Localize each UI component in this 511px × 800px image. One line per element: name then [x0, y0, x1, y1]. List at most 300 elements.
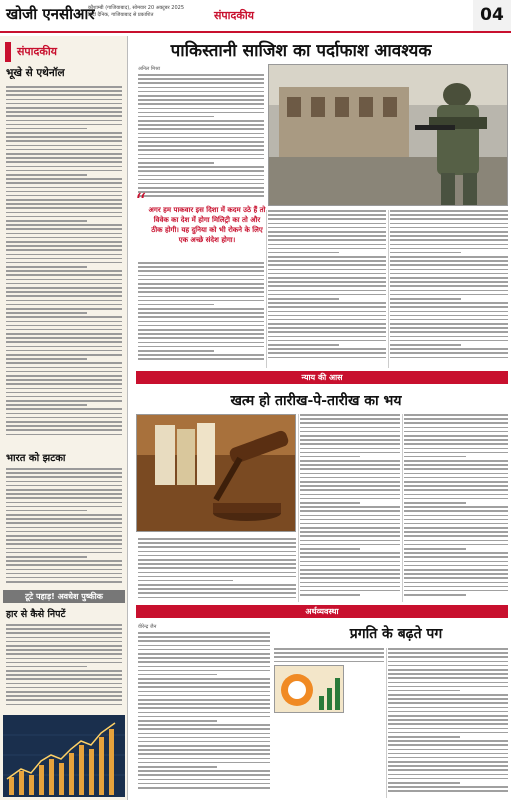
- text-line: [6, 645, 122, 647]
- text-line: [388, 652, 508, 654]
- text-line: [138, 175, 264, 177]
- text-line: [268, 235, 386, 237]
- text-line: [404, 439, 508, 441]
- text-line: [300, 535, 400, 537]
- text-line: [6, 548, 122, 550]
- text-line: [6, 699, 122, 701]
- text-line: [6, 136, 122, 138]
- text-line: [138, 316, 264, 318]
- text-line: [404, 460, 508, 462]
- text-line: [268, 227, 386, 229]
- text-line: [138, 120, 264, 122]
- text-line: [300, 452, 400, 454]
- text-line: [300, 548, 360, 550]
- masthead: [0, 0, 511, 33]
- text-line: [6, 249, 122, 251]
- text-line: [6, 514, 122, 516]
- text-line: [6, 174, 87, 176]
- text-line: [404, 477, 508, 479]
- text-line: [388, 786, 508, 788]
- main-column-3: [390, 210, 508, 361]
- text-line: [6, 291, 122, 293]
- economy-headline: प्रगति के बढ़ते पग: [349, 626, 443, 642]
- text-line: [404, 489, 508, 491]
- text-line: [138, 682, 270, 684]
- text-line: [138, 745, 270, 747]
- text-line: [6, 329, 122, 331]
- text-line: [6, 207, 122, 209]
- text-line: [300, 510, 400, 512]
- text-line: [6, 543, 122, 545]
- text-line: [404, 577, 508, 579]
- text-line: [268, 239, 386, 241]
- text-line: [300, 523, 400, 525]
- text-line: [404, 523, 508, 525]
- text-line: [6, 300, 122, 302]
- text-line: [6, 476, 122, 478]
- text-line: [6, 153, 122, 155]
- justice-column-1: [138, 538, 296, 601]
- text-line: [268, 281, 386, 283]
- text-line: [138, 300, 264, 302]
- text-line: [300, 418, 400, 420]
- text-line: [6, 274, 122, 276]
- text-line: [6, 396, 122, 398]
- text-line: [388, 656, 508, 658]
- text-line: [6, 560, 122, 562]
- text-line: [138, 137, 264, 139]
- text-line: [6, 199, 122, 201]
- text-line: [300, 594, 360, 596]
- text-line: [300, 515, 400, 517]
- text-line: [300, 427, 400, 429]
- text-line: [6, 691, 122, 693]
- text-line: [138, 741, 270, 743]
- text-line: [6, 531, 122, 533]
- text-line: [138, 191, 264, 193]
- brand-logo: खोजी एनसीआर: [6, 5, 95, 23]
- left-article-body: [6, 86, 122, 438]
- text-line: [300, 577, 400, 579]
- text-line: [138, 645, 270, 647]
- text-line: [6, 539, 122, 541]
- text-line: [138, 580, 233, 582]
- text-line: [300, 414, 400, 416]
- text-line: [6, 388, 122, 390]
- text-line: [268, 218, 386, 220]
- text-line: [390, 311, 508, 313]
- text-line: [138, 158, 264, 160]
- text-line: [6, 434, 122, 436]
- text-line: [138, 342, 264, 344]
- text-line: [300, 435, 400, 437]
- text-line: [6, 178, 122, 180]
- text-line: [6, 641, 122, 643]
- text-line: [6, 99, 122, 101]
- text-line: [388, 749, 508, 751]
- text-line: [390, 352, 508, 354]
- text-line: [390, 323, 508, 325]
- text-line: [388, 728, 508, 730]
- left-subarticle-body: [6, 468, 122, 585]
- text-line: [390, 340, 508, 342]
- text-line: [404, 435, 508, 437]
- text-line: [404, 456, 466, 458]
- text-line: [300, 477, 400, 479]
- text-line: [6, 695, 122, 697]
- column-divider: [298, 414, 299, 602]
- text-line: [268, 256, 386, 258]
- text-line: [300, 473, 400, 475]
- text-line: [268, 348, 386, 350]
- text-line: [300, 431, 400, 433]
- text-line: [6, 149, 122, 151]
- text-line: [6, 170, 122, 172]
- text-line: [404, 506, 508, 508]
- text-line: [404, 431, 508, 433]
- economy-byline: वीरेन्द्र जैन: [138, 624, 157, 630]
- text-line: [6, 287, 122, 289]
- text-line: [390, 327, 508, 329]
- text-line: [300, 590, 400, 592]
- text-line: [388, 736, 460, 738]
- text-line: [138, 661, 270, 663]
- text-line: [6, 216, 122, 218]
- text-line: [138, 632, 270, 634]
- text-line: [404, 531, 508, 533]
- text-line: [388, 677, 508, 679]
- section-band-economy: अर्थव्यवस्था: [136, 605, 508, 618]
- text-line: [6, 237, 122, 239]
- text-line: [268, 248, 386, 250]
- text-line: [138, 95, 264, 97]
- text-line: [6, 375, 122, 377]
- text-line: [6, 258, 122, 260]
- text-line: [138, 653, 270, 655]
- text-line: [404, 498, 508, 500]
- text-line: [6, 628, 122, 630]
- dateline: [88, 5, 184, 19]
- text-line: [138, 291, 264, 293]
- text-line: [6, 157, 122, 159]
- text-line: [6, 166, 122, 168]
- justice-column-3: [404, 414, 508, 598]
- text-line: [6, 573, 122, 575]
- text-line: [404, 573, 508, 575]
- text-line: [268, 357, 386, 359]
- text-line: [390, 264, 508, 266]
- text-line: [404, 443, 508, 445]
- text-line: [6, 346, 122, 348]
- text-line: [390, 331, 508, 333]
- text-line: [138, 78, 264, 80]
- text-line: [6, 212, 122, 214]
- text-line: [404, 565, 508, 567]
- text-line: [6, 161, 122, 163]
- text-line: [388, 669, 508, 671]
- text-line: [6, 400, 122, 402]
- text-line: [404, 519, 508, 521]
- text-line: [138, 699, 270, 701]
- text-line: [6, 325, 122, 327]
- text-line: [138, 321, 264, 323]
- column-divider: [388, 210, 389, 368]
- text-line: [390, 294, 508, 296]
- text-line: [138, 116, 214, 118]
- text-line: [404, 594, 466, 596]
- text-line: [390, 319, 508, 321]
- text-line: [138, 707, 270, 709]
- pull-quote: अगर हम पाकवार इस दिशा में कदम उठे हैं तो विवेक का देश में होगा मिलिट्री का तो और ठीक होगी। यह दुनिया को भी रोकने के लिए एक अच्छे संदेश होगा।: [148, 206, 266, 244]
- text-line: [268, 223, 386, 225]
- text-line: [138, 279, 264, 281]
- text-line: [404, 552, 508, 554]
- text-line: [268, 214, 386, 216]
- editorial-label-text: संपादकीय: [17, 45, 58, 58]
- text-line: [388, 711, 508, 713]
- text-line: [404, 569, 508, 571]
- text-line: [404, 548, 466, 550]
- text-line: [6, 527, 122, 529]
- text-line: [300, 519, 400, 521]
- text-line: [138, 308, 264, 310]
- text-line: [6, 497, 122, 499]
- text-line: [388, 648, 508, 650]
- text-line: [138, 691, 270, 693]
- text-line: [404, 535, 508, 537]
- text-line: [388, 694, 508, 696]
- text-line: [6, 413, 122, 415]
- text-line: [6, 367, 122, 369]
- left-grey-subhead: हार से कैसे निपटें: [6, 609, 66, 620]
- text-line: [6, 674, 122, 676]
- text-line: [138, 666, 270, 668]
- text-line: [300, 582, 400, 584]
- text-line: [6, 283, 122, 285]
- text-line: [6, 228, 122, 230]
- text-line: [388, 673, 508, 675]
- text-line: [390, 273, 508, 275]
- text-line: [300, 485, 400, 487]
- text-line: [388, 698, 508, 700]
- text-line: [268, 302, 386, 304]
- text-line: [300, 494, 400, 496]
- text-line: [138, 640, 270, 642]
- text-line: [138, 91, 264, 93]
- text-line: [300, 565, 400, 567]
- text-line: [300, 506, 400, 508]
- text-line: [138, 737, 270, 739]
- text-line: [390, 231, 508, 233]
- text-line: [6, 354, 122, 356]
- text-line: [388, 702, 508, 704]
- text-line: [404, 452, 508, 454]
- text-line: [268, 344, 339, 346]
- text-line: [268, 264, 386, 266]
- text-line: [300, 569, 400, 571]
- text-line: [388, 757, 508, 759]
- main-column-1-upper: [138, 74, 264, 200]
- text-line: [6, 485, 122, 487]
- text-line: [6, 337, 122, 339]
- text-line: [6, 421, 122, 423]
- text-line: [390, 252, 461, 254]
- text-line: [138, 325, 264, 327]
- column-divider: [266, 210, 267, 368]
- text-line: [138, 592, 296, 594]
- text-line: [138, 154, 264, 156]
- text-line: [138, 128, 264, 130]
- text-line: [138, 728, 270, 730]
- text-line: [300, 460, 400, 462]
- text-line: [6, 233, 122, 235]
- text-line: [404, 540, 508, 542]
- page-number: 04: [473, 0, 511, 31]
- text-line: [390, 244, 508, 246]
- text-line: [138, 712, 270, 714]
- text-line: [6, 191, 122, 193]
- text-line: [138, 304, 214, 306]
- text-line: [138, 350, 214, 352]
- text-line: [404, 464, 508, 466]
- text-line: [138, 133, 264, 135]
- text-line: [6, 90, 122, 92]
- text-line: [6, 304, 122, 306]
- text-line: [138, 749, 270, 751]
- text-line: [268, 340, 386, 342]
- text-line: [6, 653, 122, 655]
- text-line: [6, 569, 122, 571]
- text-line: [6, 308, 122, 310]
- text-line: [300, 573, 400, 575]
- main-column-1-lower: [138, 262, 264, 363]
- text-line: [138, 555, 296, 557]
- text-line: [388, 778, 508, 780]
- text-line: [138, 674, 217, 676]
- text-line: [138, 720, 217, 722]
- text-line: [404, 582, 508, 584]
- text-line: [404, 510, 508, 512]
- text-line: [300, 556, 400, 558]
- text-line: [404, 481, 508, 483]
- text-line: [268, 231, 386, 233]
- text-line: [6, 392, 122, 394]
- text-line: [138, 649, 270, 651]
- text-line: [390, 302, 508, 304]
- text-line: [138, 576, 296, 578]
- text-line: [6, 295, 122, 297]
- text-line: [6, 493, 122, 495]
- text-line: [268, 244, 386, 246]
- text-line: [6, 670, 122, 672]
- text-line: [6, 362, 122, 364]
- text-line: [390, 281, 508, 283]
- text-line: [6, 379, 122, 381]
- text-line: [138, 187, 264, 189]
- text-line: [6, 312, 87, 314]
- text-line: [300, 456, 360, 458]
- text-line: [268, 277, 386, 279]
- text-line: [388, 690, 460, 692]
- text-line: [300, 502, 360, 504]
- text-line: [268, 331, 386, 333]
- text-line: [404, 494, 508, 496]
- text-line: [404, 527, 508, 529]
- text-line: [138, 695, 270, 697]
- text-line: [388, 665, 508, 667]
- text-line: [138, 584, 296, 586]
- main-headline: पाकिस्तानी साजिश का पर्दाफाश आवश्यक: [170, 41, 432, 61]
- text-line: [268, 311, 386, 313]
- text-line: [6, 103, 122, 105]
- text-line: [390, 235, 508, 237]
- text-line: [138, 716, 270, 718]
- text-line: [404, 468, 508, 470]
- gavel-photo: [136, 414, 296, 532]
- text-line: [6, 224, 122, 226]
- text-line: [404, 422, 508, 424]
- text-line: [6, 502, 122, 504]
- text-line: [6, 107, 122, 109]
- text-line: [390, 357, 508, 359]
- economy-column-2: [274, 648, 384, 665]
- text-line: [268, 319, 386, 321]
- text-line: [6, 262, 122, 264]
- text-line: [268, 294, 386, 296]
- text-line: [268, 252, 339, 254]
- text-line: [6, 649, 122, 651]
- text-line: [6, 510, 87, 512]
- text-line: [138, 597, 296, 599]
- text-line: [300, 561, 400, 563]
- text-line: [138, 145, 264, 147]
- text-line: [6, 581, 122, 583]
- text-line: [138, 82, 264, 84]
- text-line: [390, 256, 508, 258]
- text-line: [404, 473, 508, 475]
- text-line: [6, 321, 122, 323]
- text-line: [138, 266, 264, 268]
- text-line: [138, 149, 264, 151]
- text-line: [268, 315, 386, 317]
- text-line: [6, 128, 87, 130]
- text-line: [138, 312, 264, 314]
- text-line: [274, 656, 384, 658]
- text-line: [6, 687, 122, 689]
- text-line: [6, 472, 122, 474]
- text-line: [268, 323, 386, 325]
- text-line: [138, 783, 270, 785]
- soldier-photo: [268, 64, 508, 206]
- text-line: [138, 542, 296, 544]
- text-line: [6, 358, 87, 360]
- text-line: [390, 218, 508, 220]
- column-divider: [402, 414, 403, 602]
- text-line: [138, 753, 270, 755]
- text-line: [6, 132, 122, 134]
- text-line: [138, 108, 264, 110]
- text-line: [138, 762, 270, 764]
- text-line: [6, 704, 122, 706]
- text-line: [138, 563, 296, 565]
- text-line: [6, 518, 122, 520]
- text-line: [404, 590, 508, 592]
- text-line: [300, 481, 400, 483]
- text-line: [404, 561, 508, 563]
- text-line: [6, 383, 122, 385]
- text-line: [388, 686, 508, 688]
- text-line: [6, 417, 122, 419]
